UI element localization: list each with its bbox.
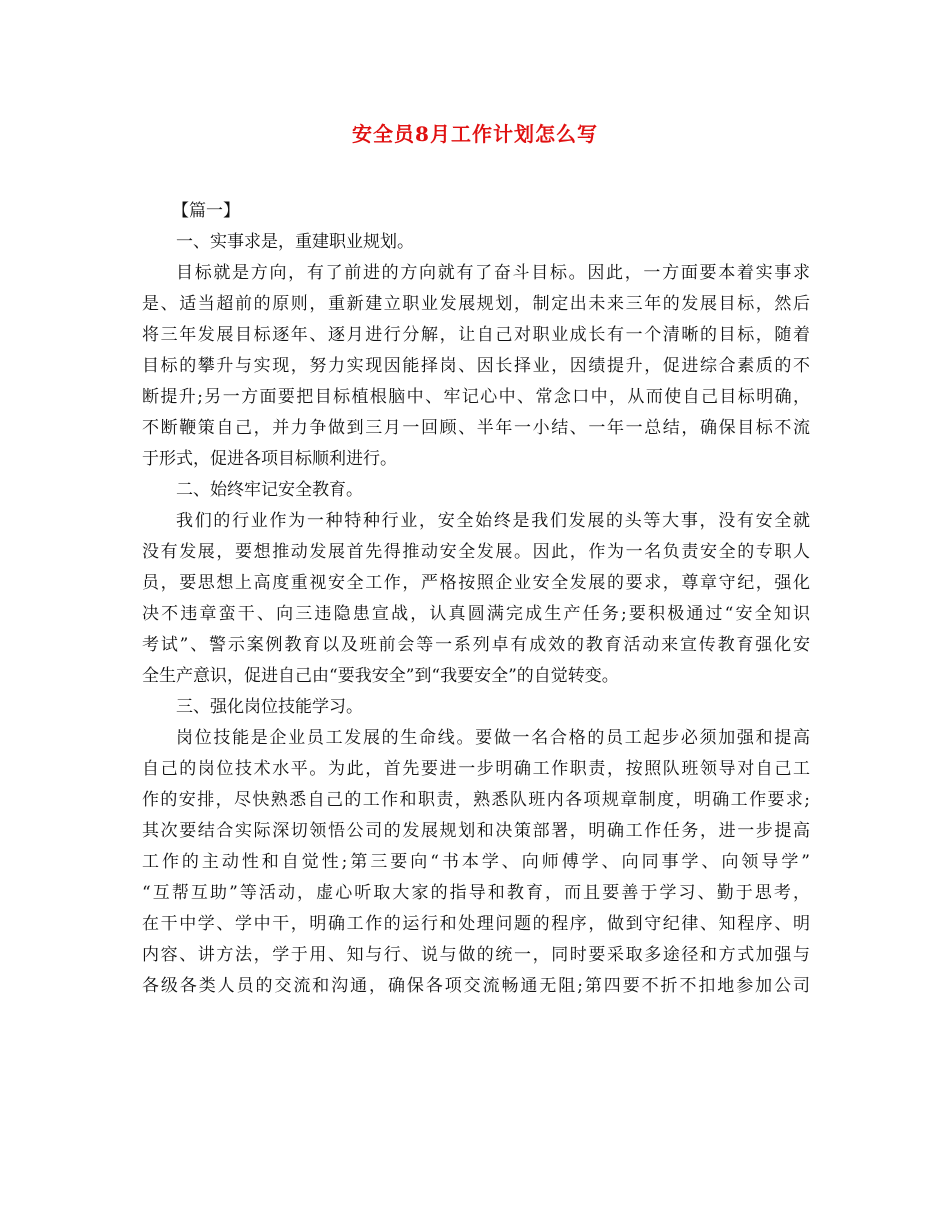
text-line: 工作的主动性和自觉性;第三要向“书本学、向师傅学、向同事学、向领导学” — [142, 852, 810, 872]
text-line: 是、适当超前的原则，重新建立职业发展规划，制定出未来三年的发展目标，然后 — [142, 294, 810, 314]
text-line: 不断鞭策自己，并力争做到三月一回顾、半年一小结、一年一总结，确保目标不流 — [142, 418, 810, 438]
text-line: 目标就是方向，有了前进的方向就有了奋斗目标。因此，一方面要本着实事求 — [176, 263, 810, 283]
text-line: 各级各类人员的交流和沟通，确保各项交流畅通无阻;第四要不折不扣地参加公司 — [142, 976, 810, 996]
text-line: 二、始终牢记安全教育。 — [176, 480, 363, 500]
text-line: 三、强化岗位技能学习。 — [176, 697, 363, 717]
text-line: 作的安排，尽快熟悉自己的工作和职责，熟悉队班内各项规章制度，明确工作要求; — [142, 790, 810, 810]
text-line: 一、实事求是，重建职业规划。 — [176, 232, 414, 252]
text-line: 内容、讲方法，学于用、知与行、说与做的统一，同时要采取多途径和方式加强与 — [142, 945, 810, 965]
text-line: 于形式，促进各项目标顺利进行。 — [142, 449, 397, 469]
document-body — [142, 196, 810, 1002]
document-title: 安全员8月工作计划怎么写 — [352, 122, 598, 146]
text-line: 我们的行业作为一种特种行业，安全始终是我们发展的头等大事，没有安全就 — [176, 511, 810, 531]
text-line: 目标的攀升与实现，努力实现因能择岗、因长择业，因绩提升，促进综合素质的不 — [142, 356, 810, 376]
text-line: 全生产意识，促进自己由“要我安全”到“我要安全”的自觉转变。 — [142, 666, 619, 686]
text-line: 自己的岗位技术水平。为此，首先要进一步明确工作职责，按照队班领导对自己工 — [142, 759, 810, 779]
text-line: 考试”、警示案例教育以及班前会等一系列卓有成效的教育活动来宣传教育强化安 — [142, 635, 810, 655]
text-line: 在干中学、学中干，明确工作的运行和处理问题的程序，做到守纪律、知程序、明 — [142, 914, 810, 934]
text-line: 决不违章蛮干、向三违隐患宣战，认真圆满完成生产任务;要积极通过“安全知识 — [142, 604, 810, 624]
text-line: 没有发展，要想推动发展首先得推动安全发展。因此，作为一名负责安全的专职人 — [142, 542, 810, 562]
text-line: 将三年发展目标逐年、逐月进行分解，让自己对职业成长有一个清晰的目标，随着 — [142, 325, 810, 345]
text-line: 员，要思想上高度重视安全工作，严格按照企业安全发展的要求，尊章守纪，强化 — [142, 573, 810, 593]
text-line: 其次要结合实际深切领悟公司的发展规划和决策部署，明确工作任务，进一步提高 — [142, 821, 810, 841]
text-line: 断提升;另一方面要把目标植根脑中、牢记心中、常念口中，从而使自己目标明确， — [142, 387, 810, 407]
section-label: 【篇一】 — [172, 201, 240, 221]
text-line: “互帮互助”等活动，虚心听取大家的指导和教育，而且要善于学习、勤于思考， — [142, 883, 810, 903]
text-line: 岗位技能是企业员工发展的生命线。要做一名合格的员工起步必须加强和提高 — [176, 728, 810, 748]
